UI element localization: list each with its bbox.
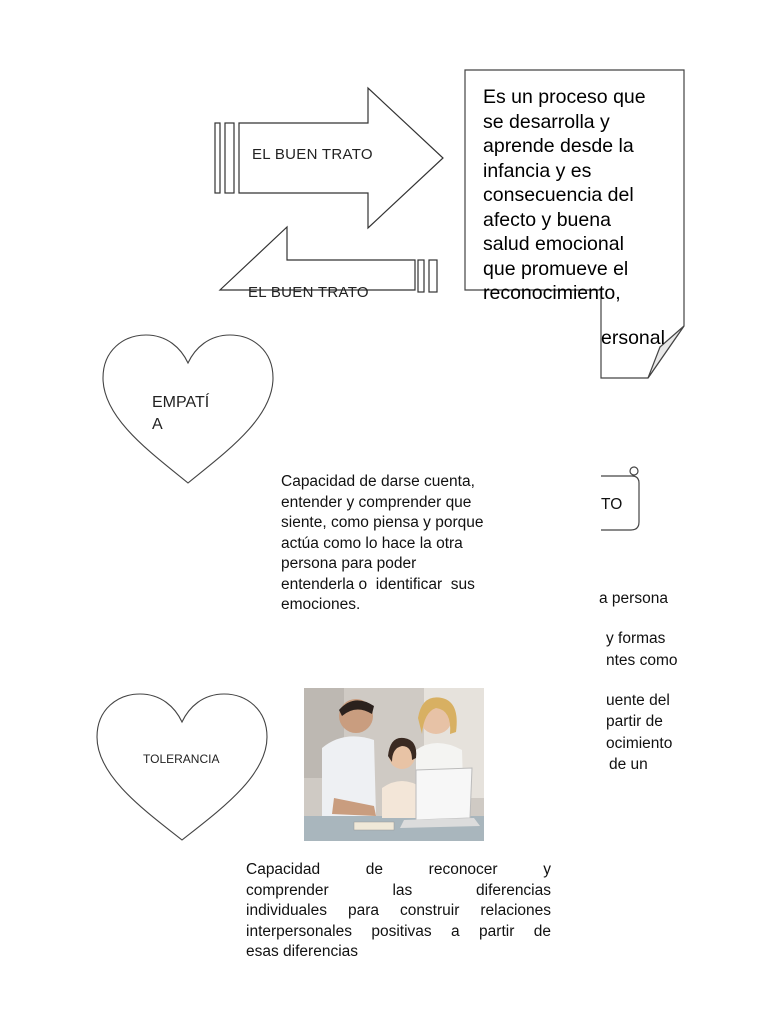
empathy-desc-line: Capacidad de darse cuenta, xyxy=(281,473,475,490)
arrow-bar-2 xyxy=(225,123,234,193)
text-fragment: a persona xyxy=(599,590,668,607)
definition-line: consecuencia del xyxy=(483,184,634,206)
definition-line: salud emocional xyxy=(483,233,624,255)
family-photo xyxy=(304,688,484,841)
empathy-desc-line: emociones. xyxy=(281,596,361,613)
empathy-desc-line: entenderla o identificar sus xyxy=(281,575,475,593)
tolerance-desc-line: interpersonales positivas a partir de xyxy=(246,922,551,940)
tolerance-desc-line: esas diferencias xyxy=(246,943,359,960)
text-fragment: ocimiento xyxy=(606,735,673,752)
text-fragment: ntes como xyxy=(606,652,678,669)
tolerance-desc-line: Capacidad de reconocer y xyxy=(246,861,551,878)
empathy-description xyxy=(281,472,531,616)
text-fragment: de un xyxy=(609,756,648,773)
text-fragment: y formas xyxy=(606,630,666,647)
definition-line: Es un proceso que xyxy=(483,86,646,108)
empathy-desc-line: entender y comprender que xyxy=(281,493,472,511)
arrow-label-second: EL BUEN TRATO xyxy=(248,284,369,301)
heart-tolerance-shape xyxy=(97,694,267,840)
box-fragment: TO xyxy=(601,496,623,513)
definition-line: afecto y buena xyxy=(483,208,611,231)
definition-line: aprende desde la xyxy=(483,135,634,157)
tolerance-heart-label: TOLERANCIA xyxy=(143,752,220,766)
empathy-desc-line: siente, como piensa y porque xyxy=(281,514,484,531)
empathy-label-line: A xyxy=(152,416,163,433)
definition-note-text xyxy=(483,85,678,304)
empathy-heart-label xyxy=(152,392,209,436)
text-fragment: partir de xyxy=(606,713,663,730)
empathy-desc-line: persona para poder xyxy=(281,555,417,572)
tolerance-description xyxy=(246,860,551,963)
definition-line: que promueve el xyxy=(483,257,629,280)
empathy-desc-line: actúa como lo hace la otra xyxy=(281,534,463,552)
definition-line: infancia y es xyxy=(483,159,592,182)
definition-line: reconocimiento, xyxy=(483,282,621,304)
definition-line: se desarrolla y xyxy=(483,110,610,133)
definition-tail-fragment: ersonal xyxy=(601,327,665,349)
arrow-label-second-clip xyxy=(232,276,442,301)
tolerance-desc-line: individuales para construir relaciones xyxy=(246,902,551,919)
arrow-bar-1 xyxy=(215,123,220,193)
arrow-label-top: EL BUEN TRATO xyxy=(252,146,373,163)
empathy-label-line: EMPATÍ xyxy=(152,394,210,411)
tolerance-desc-line: comprender las diferencias xyxy=(246,881,551,899)
text-fragment: uente del xyxy=(606,692,670,709)
family-photo-illustration xyxy=(304,688,484,841)
